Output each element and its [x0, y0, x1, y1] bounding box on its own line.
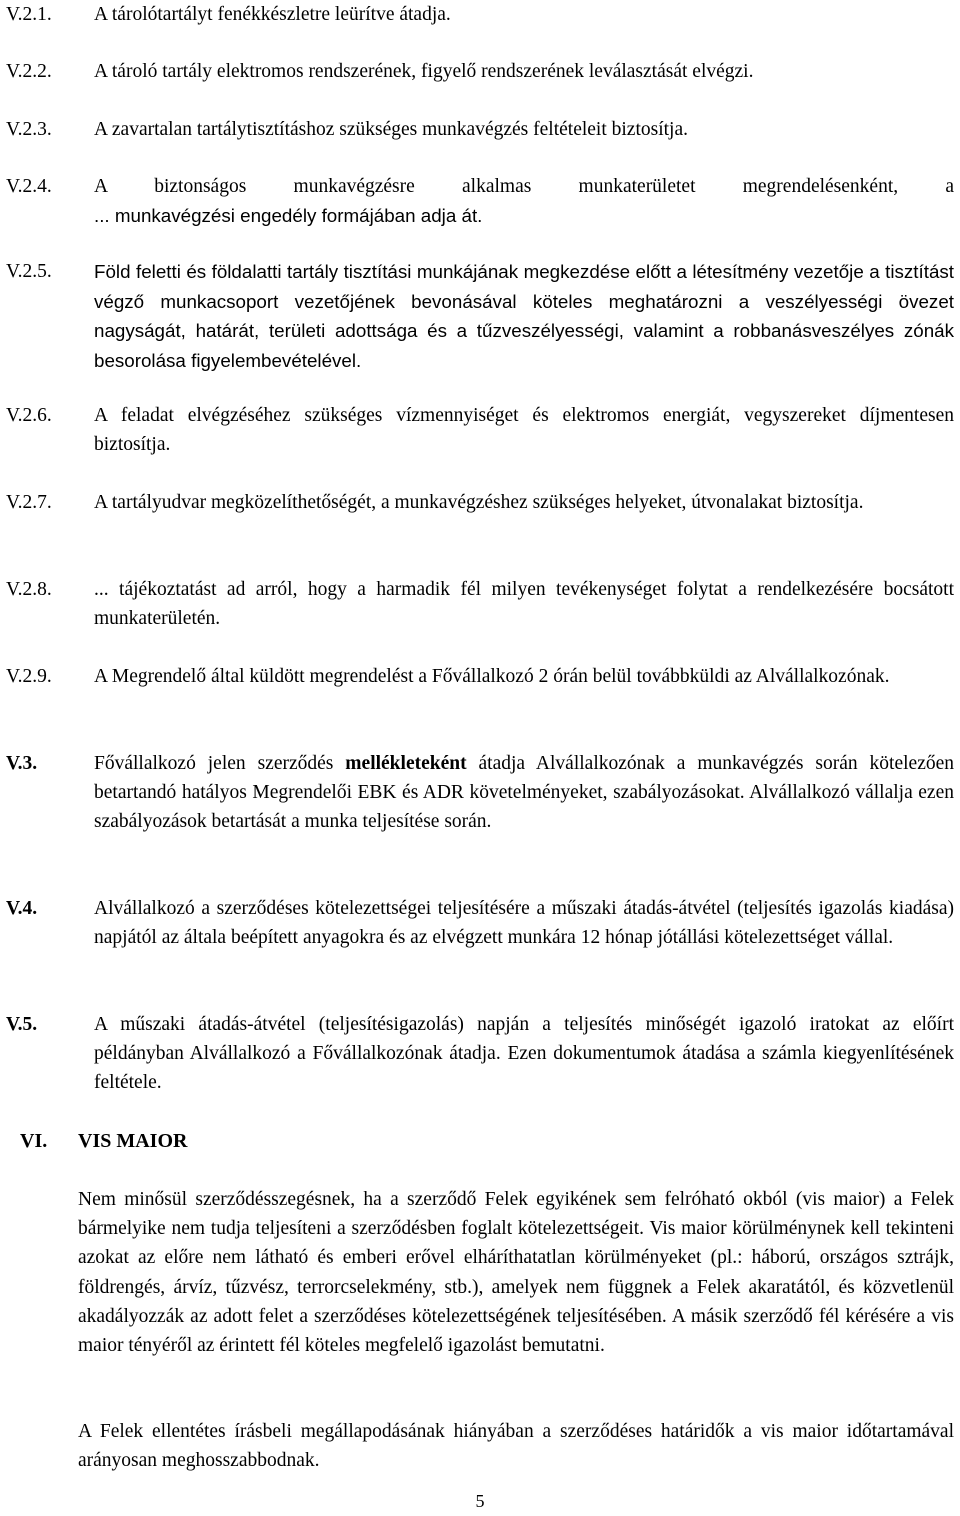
clause-text: [94, 172, 954, 230]
clause-number: V.4.: [6, 898, 38, 919]
clause-number: V.2.3.: [6, 119, 52, 140]
clause-text: A feladat elvégzéséhez szükséges vízmennyiséget és elektromos energiát, vegyszereket díjmentesen biztosítja.: [94, 405, 954, 456]
clause-text: A tárolótartályt fenékkészletre leürítve átadja.: [94, 4, 451, 25]
clause-text-part: átadja Alvállalkozónak a munkavégzés során kötelezően betartandó hatályos Megrendelői EBK és ADR követelményeket, szabályozásokat. Alvállalkozó vállalja ezen szabályozások betartását a munka teljesítése során.: [94, 753, 954, 833]
clause-text: A műszaki átadás-átvétel (teljesítésigazolás) napján a teljesítés minőségét igazoló iratokat az előírt példányban Alvállalkozó a Fővállalkozónak átadja. Ezen dokumentumok átadása a számla kiegyenlítésének feltétele.: [94, 1014, 954, 1094]
clause-number: V.2.6.: [6, 405, 52, 426]
clause-text-bold: mellékleteként: [345, 753, 467, 774]
section-number: VI.: [20, 1130, 48, 1152]
clause-text: A Megrendelő által küldött megrendelést a Fővállalkozó 2 órán belül továbbküldi az Alvállalkozónak.: [94, 666, 890, 687]
clause-number: V.2.7.: [6, 492, 52, 513]
body-paragraph: Nem minősül szerződésszegésnek, ha a szerződő Felek egyikének sem felróható okból (vis maior) a Felek bármelyike nem tudja teljesíteni a szerződésben foglalt kötelezettségeit. Vis maior körülménynek kell tekinteni azokat az előre nem látható és emberi erővel elháríthatatlan körülményeket (pl.: háború, országos sztrájk, földrengés, árvíz, tűzvész, terrorcselekmény, stb.), amelyek nem függnek a Felek akaratától, és közvetlenül akadályozzák az adott felet a szerződéses kötelezettségének teljesítésében. A másik szerződő fél kérésére a vis maior tényéről az érintett fél köteles megfelelő igazolást bemutatni.: [78, 1189, 954, 1357]
clause-number: V.2.5.: [6, 261, 52, 282]
page-number: 5: [475, 1491, 485, 1511]
clause-text-line: ... munkavégzési engedély formájában adja át.: [94, 205, 483, 227]
clause-text: A zavartalan tartálytisztításhoz szükséges munkavégzés feltételeit biztosítja.: [94, 119, 688, 140]
clause-text: [94, 749, 954, 837]
clause-number: V.2.1.: [6, 4, 52, 25]
clause-number: V.2.4.: [6, 176, 52, 197]
section-title: VIS MAIOR: [78, 1130, 188, 1152]
clause-text-line: A biztonságos munkavégzésre alkalmas munkaterületet megrendelésenként, a: [94, 176, 954, 197]
clause-text: ... tájékoztatást ad arról, hogy a harmadik fél milyen tevékenységet folytat a rendelkezésére bocsátott munkaterületén.: [94, 579, 954, 630]
clause-number: V.5.: [6, 1014, 38, 1035]
clause-text: Föld feletti és földalatti tartály tisztítási munkájának megkezdése előtt a létesítmény vezetője a tisztítást végző munkacsoport vezetőjének bevonásával köteles meghatározni a veszélyességi övezet nagyságát, határát, területi adottsága és a tűzveszélyességi, valamint a robbanásveszélyes zónák besorolása figyelembevételével.: [94, 261, 954, 371]
clause-text: A tartályudvar megközelíthetőségét, a munkavégzéshez szükséges helyeket, útvonalakat biztosítja.: [94, 492, 864, 513]
clause-text-part: Fővállalkozó jelen szerződés: [94, 753, 346, 774]
clause-text: A tároló tartály elektromos rendszerének, figyelő rendszerének leválasztását elvégzi.: [94, 61, 754, 82]
clause-text: Alvállalkozó a szerződéses kötelezettségei teljesítésére a műszaki átadás-átvétel (teljesítés igazolás kiadása) napjától az általa beépített anyagokra és az elvégzett munkára 12 hónap jótállási kötelezettséget vállal.: [94, 898, 954, 949]
clause-number: V.3.: [6, 753, 38, 774]
clause-number: V.2.8.: [6, 579, 52, 600]
clause-number: V.2.2.: [6, 61, 52, 82]
body-paragraph: A Felek ellentétes írásbeli megállapodásának hiányában a szerződéses határidők a vis maior időtartamával arányosan meghosszabbodnak.: [78, 1421, 954, 1472]
clause-number: V.2.9.: [6, 666, 52, 687]
